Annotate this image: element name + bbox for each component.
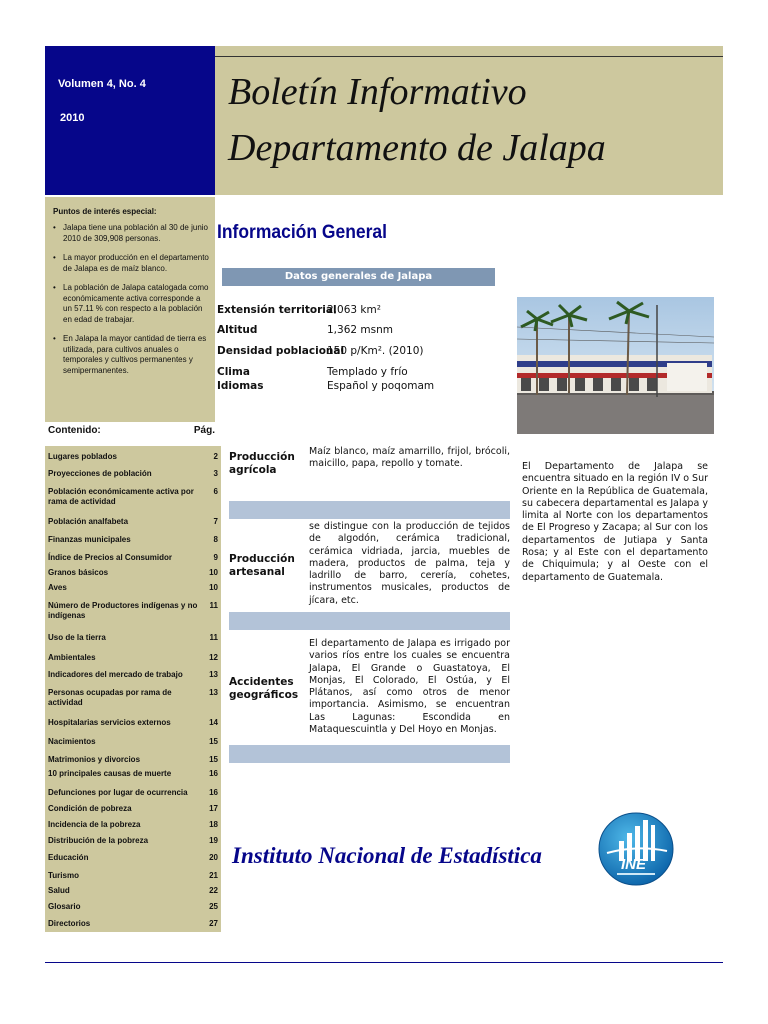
points-of-interest	[45, 197, 215, 422]
section-text-agricultural: Maíz blanco, maíz amarrillo, frijol, brócoli, maicillo, papa, repollo y tomate.	[309, 446, 510, 470]
toc-item[interactable]	[48, 452, 218, 462]
toc-item[interactable]	[48, 670, 218, 680]
toc-item[interactable]	[48, 871, 218, 881]
toc-item[interactable]	[48, 688, 218, 708]
toc-item[interactable]	[48, 487, 218, 507]
toc-item[interactable]	[48, 788, 218, 798]
interest-list	[53, 223, 210, 385]
toc-item-page: 7	[213, 517, 218, 526]
toc-item-page: 10	[209, 583, 218, 592]
general-data-key: Extensión territorial	[217, 304, 337, 316]
toc-item[interactable]	[48, 517, 218, 527]
toc-item-page: 27	[209, 919, 218, 928]
toc-item-label: Población analfabeta	[48, 517, 129, 526]
section-title: Información General	[217, 222, 387, 243]
bottom-rule	[45, 962, 723, 963]
toc-item-page: 8	[213, 535, 218, 544]
toc-item[interactable]	[48, 718, 218, 728]
separator-bar	[229, 501, 510, 519]
volume-year: 2010	[60, 112, 85, 124]
toc-item[interactable]	[48, 769, 218, 779]
toc-item-page: 9	[213, 553, 218, 562]
masthead-rule	[215, 56, 723, 57]
toc-item-page: 10	[209, 568, 218, 577]
toc-item-label: Defunciones por lugar de ocurrencia	[48, 788, 188, 797]
toc-item-label: Hospitalarias servicios externos	[48, 718, 171, 727]
toc-item[interactable]	[48, 653, 218, 663]
masthead	[215, 46, 723, 195]
toc-item[interactable]	[48, 755, 218, 765]
toc-item-label: Salud	[48, 886, 70, 895]
toc-item-label: Población económicamente activa por rama de actividad	[48, 487, 194, 506]
general-data-key: Altitud	[217, 324, 258, 336]
toc-item-page: 25	[209, 902, 218, 911]
toc-item-page: 13	[209, 670, 218, 679]
toc-header	[45, 424, 221, 440]
toc-item[interactable]	[48, 568, 218, 578]
toc-item-label: Educación	[48, 853, 89, 862]
section-label-geographic: Accidentes geográficos	[229, 676, 299, 701]
toc-item[interactable]	[48, 583, 218, 593]
toc-item-label: Índice de Precios al Consumidor	[48, 553, 173, 562]
bulletin-title: Boletín Informativo	[228, 71, 527, 113]
ine-logo	[597, 811, 675, 887]
toc-item-label: Distribución de la pobreza	[48, 836, 149, 845]
toc-item-label: Glosario	[48, 902, 81, 911]
toc-item-page: 6	[213, 487, 218, 496]
toc-item-label: Lugares poblados	[48, 452, 117, 461]
toc-item[interactable]	[48, 804, 218, 814]
interest-item: • La mayor producción en el departamento de Jalapa es de maíz blanco.	[53, 253, 210, 274]
toc-item-label: Ambientales	[48, 653, 96, 662]
toc-item-page: 22	[209, 886, 218, 895]
toc-item-label: 10 principales causas de muerte	[48, 769, 172, 778]
toc-item[interactable]	[48, 820, 218, 830]
separator-bar	[229, 745, 510, 763]
toc-item[interactable]	[48, 836, 218, 846]
toc-item-label: Condición de pobreza	[48, 804, 132, 813]
toc-item-page: 20	[209, 853, 218, 862]
interest-item: • La población de Jalapa catalogada como económicamente activa corresponde a un 57.11 % con respecto a la población en edad de trabajar.	[53, 283, 210, 325]
toc-item-page: 2	[213, 452, 218, 461]
general-data-key: Densidad poblacional	[217, 345, 345, 357]
toc-item-page: 17	[209, 804, 218, 813]
separator-bar	[229, 612, 510, 630]
institute-name: Instituto Nacional de Estadística	[232, 843, 542, 868]
toc-item-label: Personas ocupadas por rama de actividad	[48, 688, 172, 707]
interest-item: • En Jalapa la mayor cantidad de tierra es utilizada, para cultivos anuales o temporales y cultivos permanentes y semipermanentes.	[53, 334, 210, 376]
toc-item-page: 11	[209, 601, 218, 610]
table-of-contents	[45, 446, 221, 932]
toc-item-label: Granos básicos	[48, 568, 109, 577]
toc-item-page: 12	[209, 653, 218, 662]
volume-box	[45, 46, 215, 195]
toc-item[interactable]	[48, 553, 218, 563]
toc-item-label: Número de Productores indígenas y no indígenas	[48, 601, 198, 620]
toc-item[interactable]	[48, 902, 218, 912]
toc-item-page: 21	[209, 871, 218, 880]
toc-item-label: Indicadores del mercado de trabajo	[48, 670, 183, 679]
toc-item-page: 11	[209, 633, 218, 642]
toc-item-label: Turismo	[48, 871, 79, 880]
toc-item[interactable]	[48, 535, 218, 545]
logo-text: INE	[621, 856, 647, 873]
general-data-value: 2,063 km²	[327, 304, 381, 316]
toc-item-label: Incidencia de la pobreza	[48, 820, 141, 829]
department-description: El Departamento de Jalapa se encuentra situado en la región IV o Sur Oriente en la República de Guatemala, su cabecera departamental es Jalapa y limita al Norte con los departamentos de El Progreso y Zacapa; al Sur con los departamentos de Jutiapa y Santa Rosa; y al Este con el departamento de Chiquimula; y al Oeste con el departamento de Guatemala.	[522, 461, 709, 583]
toc-item-label: Aves	[48, 583, 67, 592]
general-data-bar: Datos generales de Jalapa	[222, 268, 495, 286]
toc-item[interactable]	[48, 919, 218, 929]
toc-item-page: 19	[209, 836, 218, 845]
section-text-artisanal: se distingue con la producción de tejidos de algodón, cerámica tradicional, cerámica vidriada, jarcia, muebles de madera, productos de palma, teja y ladrillo de barro, cerería, cohetes, instrumentos musicales, productos de jícara, etc.	[309, 521, 510, 606]
toc-item-label: Proyecciones de población	[48, 469, 152, 478]
section-label-artisanal: Producción artesanal	[229, 553, 295, 578]
street-photo-illustration	[517, 297, 714, 434]
section-text-geographic: El departamento de Jalapa es irrigado por varios ríos entre los cuales se encuentra Jalapa, El Grande o Guastatoya, El Monjas, El Colorado, El Ostúa, y El Plátanos, así como otros de menor importancia. Asimismo, se encuentran Las Lagunas: Escondida en Mataquescuintla y Del Hoyo en Monjas.	[309, 638, 510, 736]
general-data-value: Español y poqomam	[327, 380, 435, 392]
interest-heading: Puntos de interés especial:	[53, 207, 157, 216]
general-data-key: Idiomas	[217, 380, 264, 392]
toc-item-page: 14	[209, 718, 218, 727]
toc-item[interactable]	[48, 737, 218, 747]
toc-item[interactable]	[48, 853, 218, 863]
general-data-key: Clima	[217, 366, 250, 378]
toc-item-page: 18	[209, 820, 218, 829]
toc-item-page: 16	[209, 788, 218, 797]
toc-item-label: Directorios	[48, 919, 91, 928]
toc-item-page: 3	[213, 469, 218, 478]
toc-item[interactable]	[48, 633, 218, 643]
section-label-agricultural: Producción agrícola	[229, 451, 295, 476]
toc-item[interactable]	[48, 601, 218, 621]
interest-item: • Jalapa tiene una población al 30 de junio 2010 de 309,908 personas.	[53, 223, 210, 244]
toc-item-label: Nacimientos	[48, 737, 96, 746]
toc-item-page: 15	[209, 755, 218, 764]
toc-item-page: 13	[209, 688, 218, 697]
toc-item-label: Uso de la tierra	[48, 633, 106, 642]
toc-item-label: Matrimonios y divorcios	[48, 755, 141, 764]
toc-page-heading: Pág.	[193, 425, 215, 436]
volume-number: Volumen 4, No. 4	[58, 78, 146, 90]
toc-item-page: 16	[209, 769, 218, 778]
toc-item-page: 15	[209, 737, 218, 746]
toc-item-label: Finanzas municipales	[48, 535, 131, 544]
toc-item[interactable]	[48, 469, 218, 479]
general-data-value: 150 p/Km². (2010)	[327, 345, 424, 357]
general-data-value: Templado y frío	[327, 366, 408, 378]
toc-heading: Contenido:	[48, 425, 101, 436]
jalapa-photo	[517, 297, 714, 434]
general-data-value: 1,362 msnm	[327, 324, 393, 336]
toc-item[interactable]	[48, 886, 218, 896]
bulletin-subtitle: Departamento de Jalapa	[228, 127, 606, 169]
